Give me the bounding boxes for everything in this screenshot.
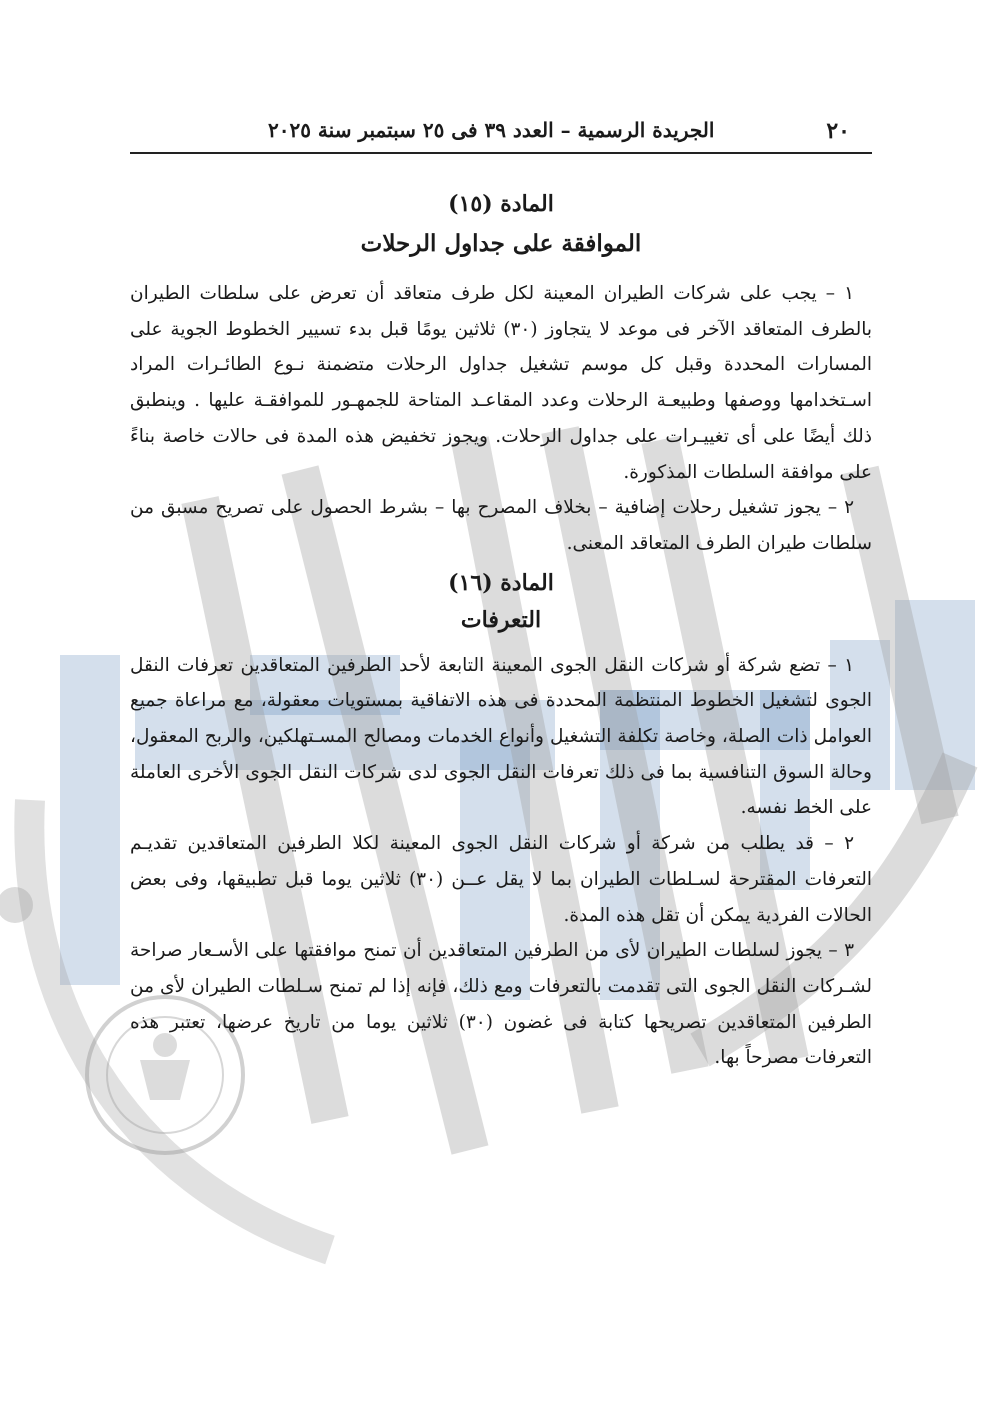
article-15-paragraph-2: ٢ – يجوز تشغيل رحلات إضافية – بخلاف المصرح بها – بشرط الحصول على تصريح مسبق من سلطات طيران الطرف المتعاقد المعنى. — [130, 497, 872, 554]
article-16-paragraph-1: ١ – تضع شركة أو شركات النقل الجوى المعينة التابعة لأحد الطرفين المتعاقدين تعرفات النقل الجوى لتشغيل الخطوط المنتظمة المحددة فى هذه الاتفاقية بمستويات معقولة، مع مراعاة جميع العوامل ذات الصلة، وخاصة تكلفة التشغيل وأنواع الخدمات ومصالح المسـتهلكين، والربح المعقول، وحالة السوق التنافسية بما فى ذلك تعرفات النقل الجوى لدى شركات النقل الجوى الأخرى العاملة على الخط نفسه. — [130, 654, 872, 819]
article-16-subtitle: التعرفات — [460, 606, 542, 633]
document-body — [130, 186, 872, 1076]
article-15-subtitle: الموافقة على جداول الرحلات — [360, 230, 642, 257]
article-16-paragraph-3: ٣ – يجوز لسلطات الطيران لأى من الطرفين المتعاقدين أن تمنح موافقتها على الأسـعار صراحة لشـركات النقل الجوى التى تقدمت بالتعرفات ومع ذلك، فإنه إذا لم تمنح سـلطات الطيران لأى من الطرفين المتعاقدين تصريحها كتابة فى غضون (٣٠) ثلاثين يوما من تاريخ عرضها، تعتبر هذه التعرفات مصرحاً بها. — [130, 940, 872, 1069]
article-15-paragraph-1: ١ – يجب على شركات الطيران المعينة لكل طرف متعاقد أن تعرض على سلطات الطيران بالطرف المتعاقد الآخر فى موعد لا يتجاوز (٣٠) ثلاثين يومًا قبل بدء تسيير الخطوط الجوية على المسارات المحددة وقبل كل موسم تشغيل جداول الرحلات متضمنة نـوع الطائـرات المراد اسـتخدامها ووصفها وطبيعـة الرحلات وعدد المقاعـد المتاحة للجمهـور للموافقـة عليها . وينطبق ذلك أيضًا على أى تغييـرات على جداول الرحلات. ويجوز تخفيض هذه المدة فى حالات خاصة بناءً على موافقة السلطات المذكورة. — [130, 283, 872, 483]
page-number: ٢٠ — [826, 118, 850, 144]
gazette-header-title: الجريدة الرسمية – العدد ٣٩ فى ٢٥ سبتمبر سنة ٢٠٢٥ — [268, 118, 715, 142]
article-15-title: المادة (١٥) — [448, 191, 554, 217]
page-header — [130, 112, 872, 154]
watermark-dot — [0, 887, 33, 923]
article-16-paragraph-2: ٢ – قد يطلب من شركة أو شركات النقل الجوى المعينة لكلا الطرفين المتعاقدين تقديـم التعرفات المقترحة لسـلطات الطيران بما لا يقل عــن (٣٠) ثلاثين يوما قبل تطبيقها، وفى بعض الحالات الفردية يمكن أن تقل هذه المدة. — [130, 833, 872, 926]
article-16-title: المادة (١٦) — [448, 569, 554, 596]
